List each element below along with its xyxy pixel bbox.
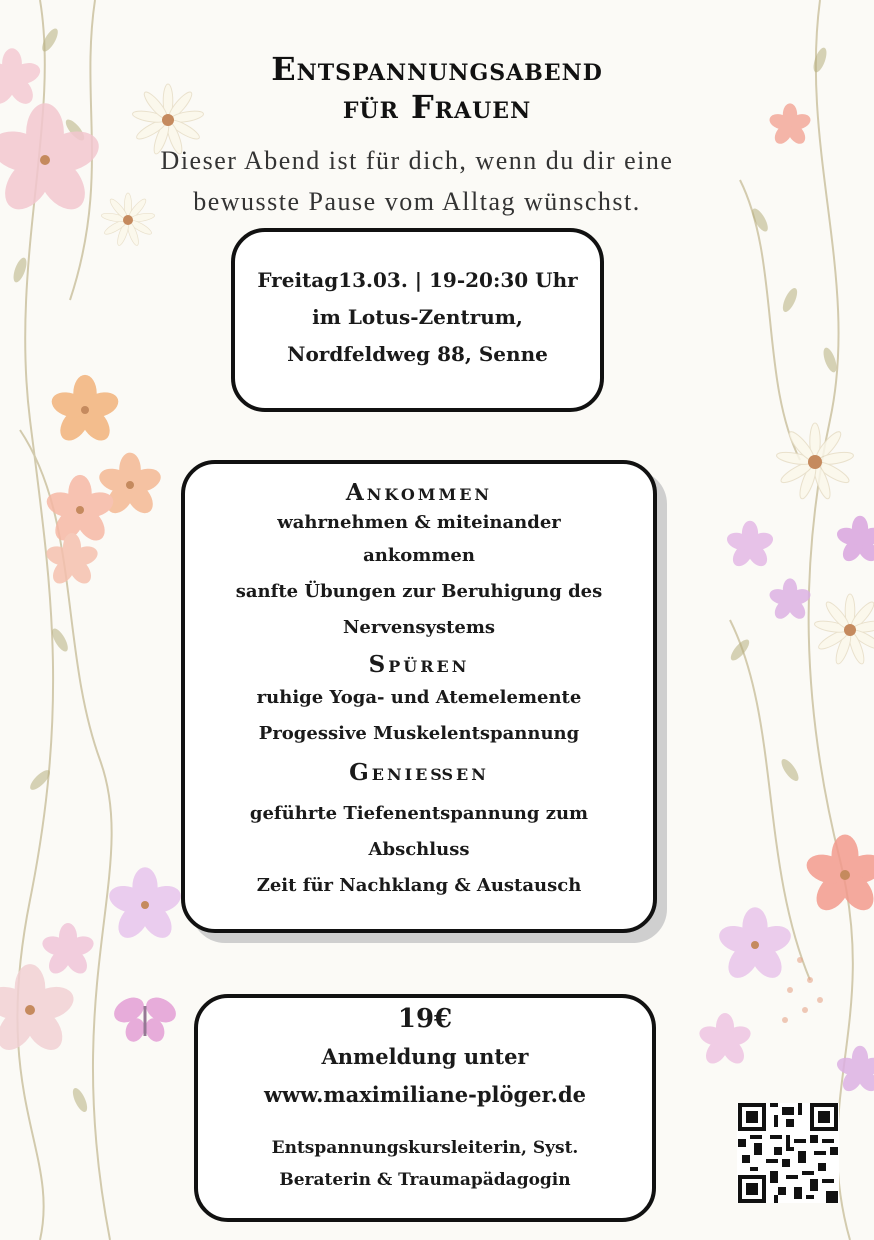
program-item: Zeit für Nachklang & Austausch	[256, 875, 582, 896]
program-item: Nervensystems	[342, 617, 496, 638]
butterfly-icon	[110, 992, 181, 1044]
instructor-credentials	[198, 1132, 652, 1196]
price: 19€	[397, 1004, 453, 1034]
subtitle-line-1: Dieser Abend ist für dich, wenn du dir eine	[160, 146, 674, 175]
title-line-2: für Frauen	[342, 88, 532, 126]
program-item: ankommen	[363, 545, 475, 566]
section-heading: Genießen	[349, 759, 489, 786]
section-heading: Ankommen	[345, 479, 493, 506]
registration-label: Anmeldung unter	[321, 1044, 529, 1069]
program-item: sanfte Übungen zur Beruhigung des	[235, 581, 603, 602]
event-location: im Lotus-Zentrum,	[312, 305, 523, 329]
page-title	[0, 50, 874, 126]
qr-code-icon[interactable]	[737, 1103, 839, 1203]
section-geniessen	[185, 758, 653, 904]
program-box	[181, 460, 657, 933]
pricing-box	[194, 994, 656, 1222]
section-ankommen	[185, 478, 653, 646]
event-address: Nordfeldweg 88, Senne	[287, 342, 548, 366]
subtitle	[0, 140, 834, 222]
program-item: geführte Tiefenentspannung zum	[249, 803, 589, 824]
website-link[interactable]: www.maximiliane-plöger.de	[263, 1082, 587, 1107]
program-item: wahrnehmen & miteinander	[277, 512, 561, 533]
instructor-line-2: Beraterin & Traumapädagogin	[279, 1170, 571, 1190]
program-item: ruhige Yoga- und Atemelemente	[256, 687, 582, 708]
subtitle-line-2: bewusste Pause vom Alltag wünschst.	[193, 187, 641, 216]
event-date-time: Freitag13.03. | 19-20:30 Uhr	[257, 268, 578, 292]
title-line-1: Entspannungsabend	[271, 50, 603, 88]
program-item: Abschluss	[368, 839, 470, 860]
section-spueren	[185, 650, 653, 752]
event-info-box	[231, 228, 604, 412]
instructor-line-1: Entspannungskursleiterin, Syst.	[271, 1138, 579, 1158]
section-heading: Spüren	[368, 651, 470, 678]
program-item: Progessive Muskelentspannung	[258, 723, 580, 744]
